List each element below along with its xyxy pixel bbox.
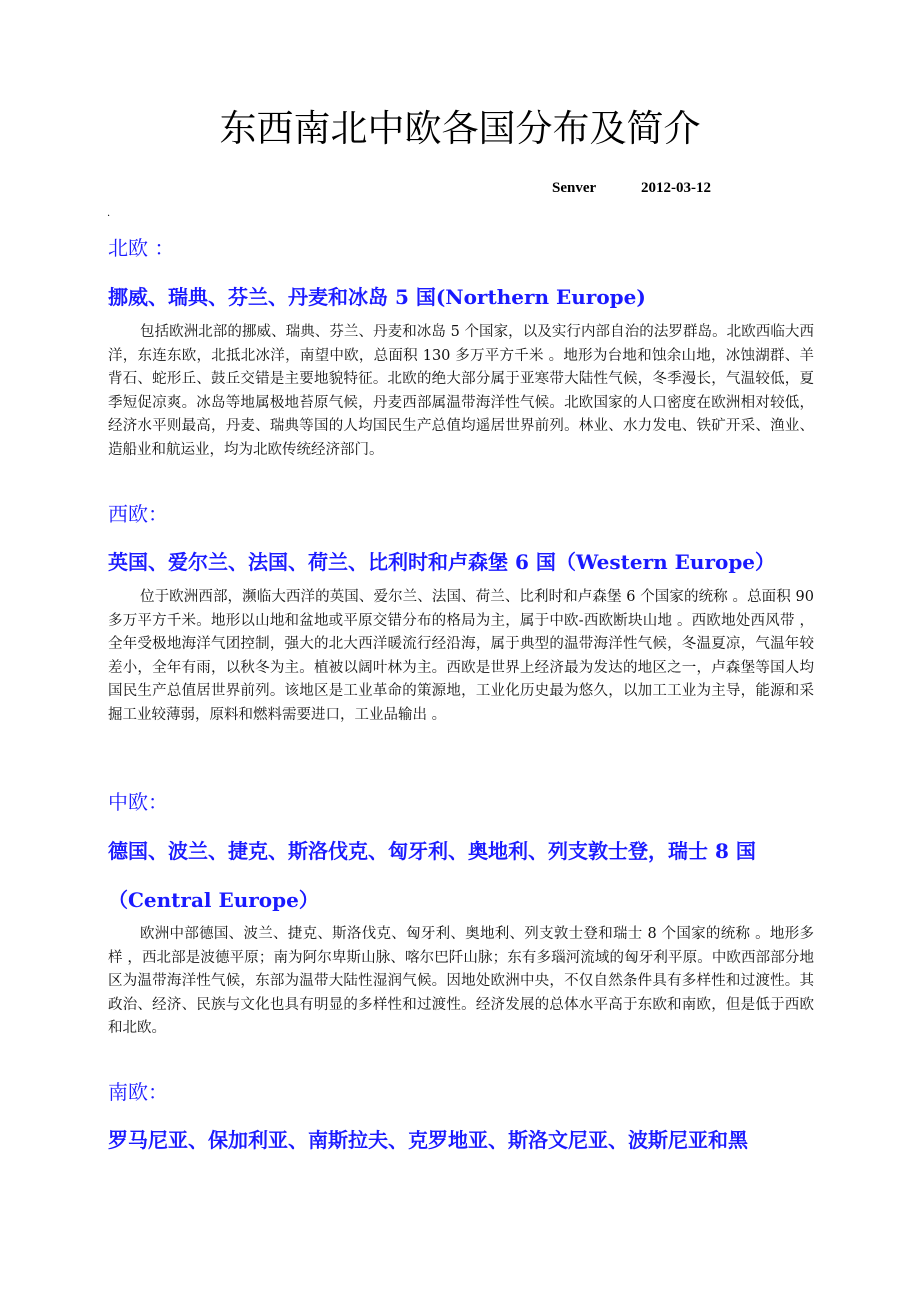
region-heading-west: 西欧： xyxy=(108,502,168,526)
publish-date: 2012-03-12 xyxy=(641,180,711,196)
section-body-central: 欧洲中部德国、波兰、捷克、斯洛伐克、匈牙利、奥地利、列支敦士登和瑞士 8 个国家的统称 。地形多样 ，西北部是波德平原；南为阿尔卑斯山脉、喀尔巴阡山脉；东有多瑙河流域的匈牙利平原。中欧西部部分地区为温带海洋性气候，东部为温带大陆性湿润气候。因地处欧洲中央，不仅自然条件具有多样性和过渡性。其政治、经济、民族与文化也具有明显的多样性和过渡性。经济发展的总体水平高于东欧和南欧，但是低于西欧和北欧。 xyxy=(108,926,814,1036)
countries-heading-central-line2: （Central Europe） xyxy=(108,888,319,912)
countries-heading-north: 挪威、瑞典、芬兰、丹麦和冰岛 5 国(Northern Europe) xyxy=(108,285,646,309)
dot-mark: . xyxy=(107,208,111,219)
author-name: Senver xyxy=(552,180,597,196)
region-heading-south: 南欧： xyxy=(108,1080,168,1104)
section-body-north: 包括欧洲北部的挪威、瑞典、芬兰、丹麦和冰岛 5 个国家，以及实行内部自治的法罗群岛。北欧西临大西洋，东连东欧，北抵北冰洋，南望中欧，总面积 130 多万平方千米 。地形为台地和蚀余山地，冰蚀湖群、羊背石、蛇形丘、鼓丘交错是主要地貌特征。北欧的绝大部分属于亚寒带大陆性气候，冬季漫长，气温较低，夏季短促凉爽。冰岛等地属极地苔原气候，丹麦西部属温带海洋性气候。北欧国家的人口密度在欧洲相对较低，经济水平则最高，丹麦、瑞典等国的人均国民生产总值均遥居世界前列。林业、水力发电、铁矿开采、渔业、造船业和航运业，均为北欧传统经济部门。 xyxy=(108,324,814,458)
region-heading-central: 中欧： xyxy=(108,790,168,814)
section-body-west: 位于欧洲西部，濒临大西洋的英国、爱尔兰、法国、荷兰、比利时和卢森堡 6 个国家的统称 。总面积 90 多万平方千米。地形以山地和盆地或平原交错分布的格局为主，属于中欧-西欧断块山地 。西欧地处西风带 ，全年受极地海洋气团控制，强大的北大西洋暖流行经沿海，属于典型的温带海洋性气候，冬温夏凉，气温年较差小，全年有雨，以秋冬为主。植被以阔叶林为主。西欧是世界上经济最为发达的地区之一，卢森堡等国人均国民生产总值居世界前列。该地区是工业革命的策源地，工业化历史最为悠久，以加工工业为主导，能源和采掘工业较薄弱，原料和燃料需要进口，工业品输出 。 xyxy=(108,589,814,723)
countries-heading-south: 罗马尼亚、保加利亚、南斯拉夫、克罗地亚、斯洛文尼亚、波斯尼亚和黑 xyxy=(108,1128,748,1152)
countries-heading-central: 德国、波兰、捷克、斯洛伐克、匈牙利、奥地利、列支敦士登，瑞士 8 国 xyxy=(108,839,756,863)
countries-heading-west: 英国、爱尔兰、法国、荷兰、比利时和卢森堡 6 国（Western Europe） xyxy=(108,550,776,574)
region-heading-north: 北欧 ： xyxy=(108,236,175,260)
page-title: 东西南北中欧各国分布及简介 xyxy=(219,107,701,150)
